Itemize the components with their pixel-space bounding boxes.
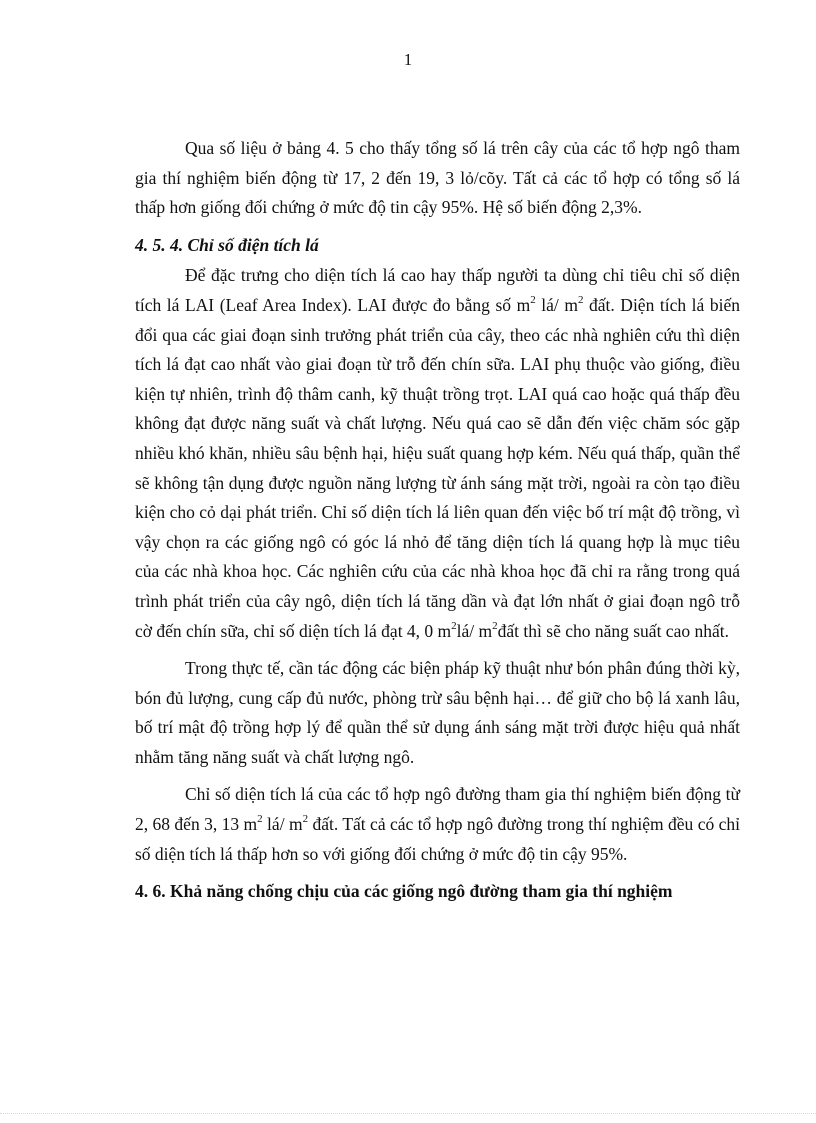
- results-text-1: Chỉ số diện tích lá của các tổ hợp ngô đường tham gia thí nghiệm biến động từ 2, 68 đến 3, 13 m: [135, 784, 740, 835]
- document-body: [135, 134, 740, 907]
- lai-text-1: Để đặc trưng cho diện tích lá cao hay thấp người ta dùng chỉ tiêu chỉ số diện tích lá LAI (Leaf Area Index). LAI được đo bằng số m: [135, 265, 740, 315]
- superscript-2: 2: [530, 294, 536, 307]
- lai-text-2: lá/ m: [535, 294, 578, 315]
- superscript-2: 2: [302, 813, 309, 826]
- paragraph-lai-definition: [135, 261, 740, 646]
- superscript-2: 2: [492, 619, 498, 632]
- heading-resistance: 4. 6. Khả năng chống chịu của các giống ngô đường tham gia thí nghiệm: [135, 881, 673, 902]
- paragraph-leaf-count: Qua số liệu ở bảng 4. 5 cho thấy tổng số lá trên cây của các tổ hợp ngô tham gia thí nghiệm biến động từ 17, 2 đến 19, 3 lỏ/cõy. Tất cả các tổ hợp có tổng số lá thấp hơn giống đối chứng ở mức độ tin cậy 95%. Hệ số biến động 2,3%.: [135, 138, 740, 218]
- lai-text-5: đất thì sẽ cho năng suất cao nhất.: [497, 620, 729, 641]
- page-number: 1: [403, 50, 413, 69]
- results-text-2: lá/ m: [262, 814, 303, 835]
- lai-text-4: lá/ m: [456, 620, 493, 641]
- heading-leaf-area-index: 4. 5. 4. Chỉ số điện tích lá: [135, 234, 319, 255]
- superscript-2: 2: [451, 619, 457, 632]
- lai-text-3: đất. Diện tích lá biến đổi qua các giai đoạn sinh trưởng phát triển của cây, theo các nhà nghiên cứu thì diện tích lá đạt cao nhất vào giai đoạn từ trỗ đến chín sữa. LAI phụ thuộc vào giống, điều kiện tự nhiên, trình độ thâm canh, kỹ thuật trồng trọt. LAI quá cao hoặc quá thấp đều không đạt được năng suất và chất lượng. Nếu quá cao sẽ dẫn đến việc chăm sóc gặp nhiều khó khăn, nhiều sâu bệnh hại, hiệu suất quang hợp kém. Nếu quá thấp, quần thể sẽ không tận dụng được nguồn năng lượng từ ánh sáng mặt trời, ngoài ra còn tạo điều kiện cho cỏ dại phát triển. Chỉ số diện tích lá liên quan đến việc bố trí mật độ trồng, vì vậy chọn ra các giống ngô có góc lá nhỏ để tăng diện tích lá quang hợp là mục tiêu của các nhà khoa học. Các nghiên cứu của các nhà khoa học đã chỉ ra rằng trong quá trình phát triển của cây ngô, diện tích lá tăng dần và đạt lớn nhất ở giai đoạn ngô trỗ cờ đến chín sữa, chỉ số diện tích lá đạt 4, 0 m: [135, 294, 740, 641]
- page-bottom-divider: [0, 1113, 816, 1114]
- superscript-2: 2: [257, 813, 263, 826]
- superscript-2: 2: [577, 294, 584, 307]
- results-text-3: đất. Tất cả các tổ hợp ngô đường trong thí nghiệm đều có chỉ số diện tích lá thấp hơn so với giống đối chứng ở mức độ tin cậy 95%.: [135, 814, 740, 864]
- paragraph-practice: Trong thực tế, cần tác động các biện pháp kỹ thuật như bón phân đúng thời kỳ, bón đủ lượng, cung cấp đủ nước, phòng trừ sâu bệnh hại… để giữ cho bộ lá xanh lâu, bố trí mật độ trồng hợp lý để quần thể sử dụng ánh sáng mặt trời được hiệu quả nhất nhằm tăng năng suất và chất lượng ngô.: [135, 658, 740, 767]
- paragraph-lai-results: [135, 780, 740, 869]
